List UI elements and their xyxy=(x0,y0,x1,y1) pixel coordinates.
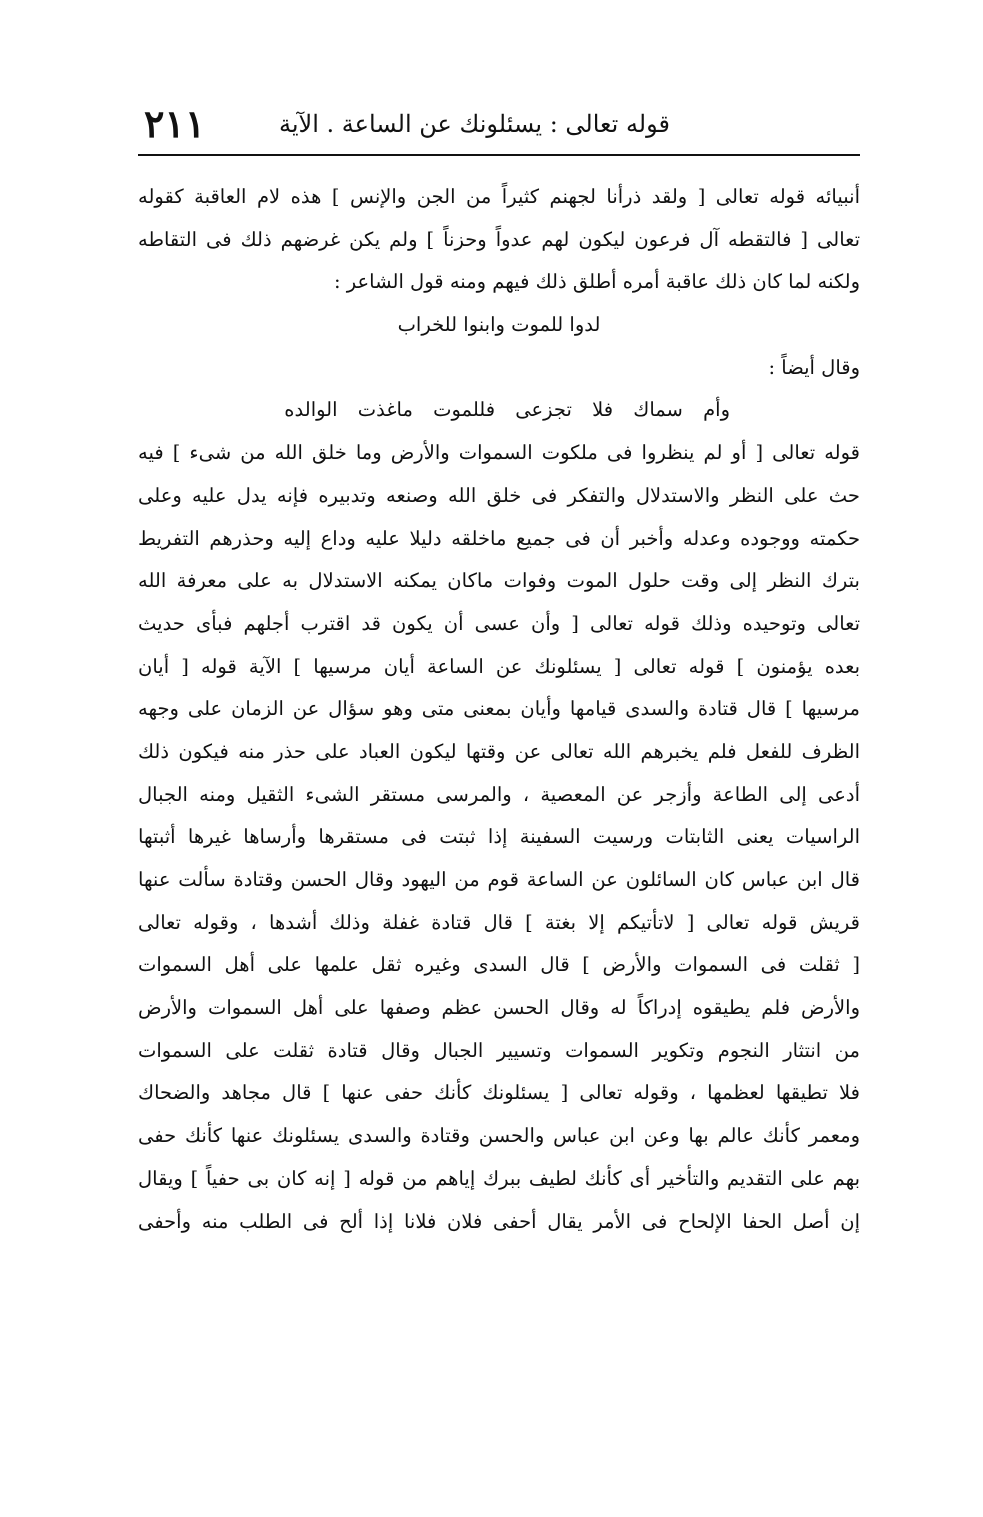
text-line: الظرف للفعل فلم يخبرهم الله تعالى عن وقتها ليكون العباد على حذر منه فيكون ذلك xyxy=(138,739,860,763)
text-line: وقال أيضاً : xyxy=(768,355,860,379)
text-line: إن أصل الحفا الإلحاح فى الأمر يقال أحفى فلان فلانا إذا ألح فى الطلب منه وأحفى xyxy=(138,1209,860,1233)
verse-line: لدوا للموت وابنوا للخراب xyxy=(397,313,601,337)
text-line: ومعمر كأنك عالم بها وعن ابن عباس والحسن وقتادة والسدى يسئلونك عنها كأنك حفى xyxy=(138,1124,860,1148)
text-line: بعده يؤمنون ] قوله تعالى [ يسئلونك عن الساعة أيان مرسيها ] الآية قوله [ أيان xyxy=(138,654,860,678)
text-line: فلا تطيقها لعظمها ، وقوله تعالى [ يسئلونك كأنك حفى عنها ] قال مجاهد والضحاك xyxy=(138,1081,860,1105)
text-line: أنبيائه قوله تعالى [ ولقد ذرأنا لجهنم كثيراً من الجن والإنس ] هذه لام العاقبة كقوله xyxy=(138,185,860,208)
text-line: والأرض فلم يطيقوه إدراكاً له وقال الحسن عظم وصفها على أهل السموات والأرض xyxy=(138,996,860,1020)
text-line: ولكنه لما كان ذلك عاقبة أمره أطلق ذلك فيهم ومنه قول الشاعر : xyxy=(334,270,860,294)
text-line: بترك النظر إلى وقت حلول الموت وفوات ماكان يمكنه الاستدلال به على معرفة الله xyxy=(138,569,860,593)
text-line: قال ابن عباس كان السائلون عن الساعة قوم من اليهود وقال الحسن وقتادة سألت عنها xyxy=(138,868,860,891)
text-line: تعالى [ فالتقطه آل فرعون ليكون لهم عدواً وحزناً ] ولم يكن غرضهم ذلك فى التقاطه xyxy=(138,227,860,251)
verse-line: وأم سماك فلا تجزعى فللموت ماغذت الوالده xyxy=(284,398,730,422)
page-header xyxy=(138,96,860,152)
body-text xyxy=(138,176,860,1243)
page-number: ٢١١ xyxy=(144,101,206,146)
text-line: حكمته ووجوده وعدله وأخبر أن فى جميع ماخلقه دليلا عليه وداع إليه وحذرهم التفريط xyxy=(138,526,860,550)
text-line: حث على النظر والاستدلال والتفكر فى خلق الله وصنعه وتدبيره فإنه يدل عليه وعلى xyxy=(138,483,860,507)
text-line: بهم على التقديم والتأخير أى كأنك لطيف ببرك إياهم من قوله [ إنه كان بى حفياً ] ويقال xyxy=(138,1166,860,1190)
header-rule xyxy=(138,154,860,156)
text-line: من انتثار النجوم وتكوير السموات وتسيير الجبال وقال قتادة ثقلت على السموات xyxy=(138,1038,860,1062)
text-line: قريش قوله تعالى [ لاتأتيكم إلا بغتة ] قال قتادة غفلة وذلك أشدها ، وقوله تعالى xyxy=(138,910,860,934)
text-line: أدعى إلى الطاعة وأزجر عن المعصية ، والمرسى مستقر الشىء الثقيل ومنه الجبال xyxy=(138,782,860,806)
running-title: قوله تعالى : يسئلونك عن الساعة . الآية xyxy=(278,110,670,138)
text-line: مرسيها ] قال قتادة والسدى قيامها وأيان بمعنى متى وهو سؤال عن الزمان على وجهه xyxy=(138,697,860,721)
text-line: قوله تعالى [ أو لم ينظروا فى ملكوت السموات والأرض وما خلق الله من شىء ] فيه xyxy=(138,441,860,465)
text-line: تعالى وتوحيده وذلك قوله تعالى [ وأن عسى أن يكون قد اقترب أجلهم فبأى حديث xyxy=(138,611,860,635)
text-line: [ ثقلت فى السموات والأرض ] قال السدى وغيره ثقل علمها على أهل السموات xyxy=(138,953,860,977)
text-line: الراسيات يعنى الثابتات ورسيت السفينة إذا ثبتت فى مستقرها وأرساها غيرها أثبتها xyxy=(138,825,860,849)
